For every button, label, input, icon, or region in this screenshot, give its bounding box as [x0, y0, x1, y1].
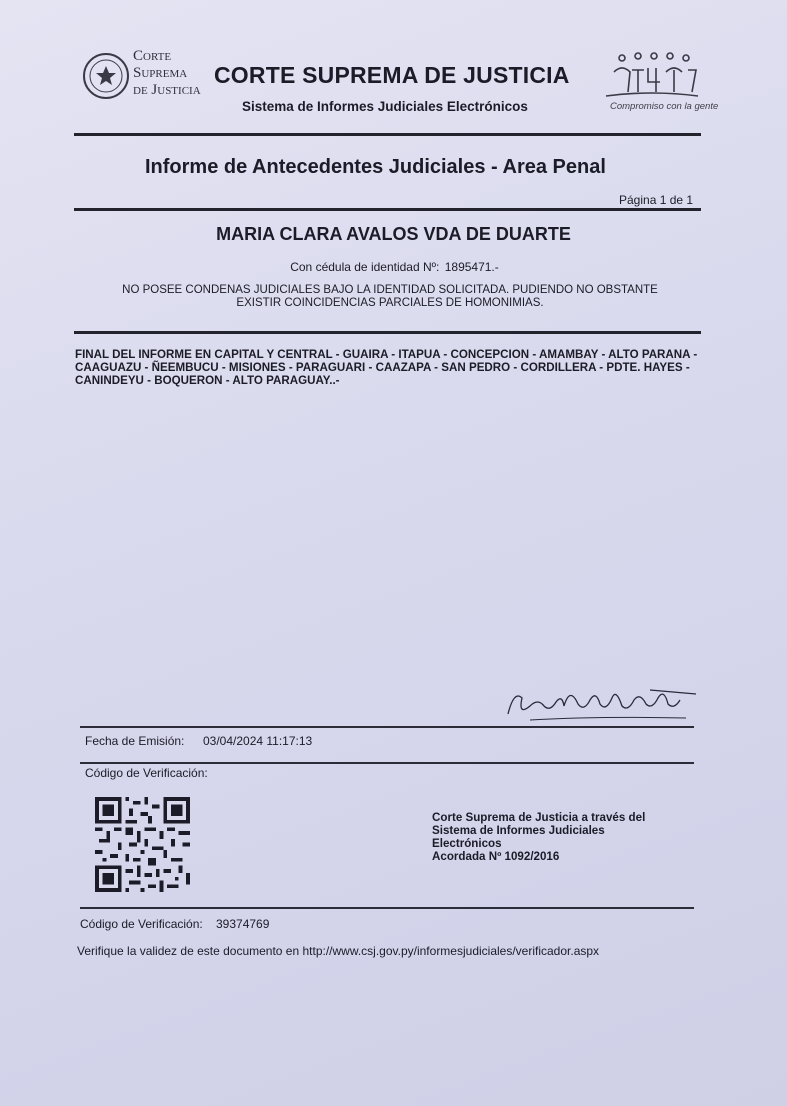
person-name: MARIA CLARA AVALOS VDA DE DUARTE [216, 224, 571, 244]
authority-line: Electrónicos [432, 837, 502, 850]
header-subtitle: Sistema de Informes Judiciales Electrónicos [242, 99, 528, 114]
people-logo-icon [602, 52, 702, 102]
divider [74, 208, 701, 211]
divider [74, 133, 701, 136]
institution-wordmark [133, 48, 201, 99]
court-seal-icon [82, 42, 130, 110]
authority-line: Sistema de Informes Judiciales [432, 824, 605, 837]
report-title: Informe de Antecedentes Judiciales - Area Penal [145, 156, 606, 178]
id-label: Con cédula de identidad Nº: [290, 260, 440, 274]
divider [74, 331, 701, 334]
header-title: CORTE SUPREMA DE JUSTICIA [214, 62, 570, 88]
qr-code-icon [95, 797, 190, 892]
authority-line: Corte Suprema de Justicia a través del [432, 811, 646, 824]
verification-code-value: 39374769 [216, 917, 270, 931]
verification-url-text: Verifique la validez de este documento en http://www.csj.gov.py/informesjudiciales/verificador.aspx [77, 944, 600, 958]
page-number: Página 1 de 1 [619, 193, 694, 207]
regions-text: FINAL DEL INFORME EN CAPITAL Y CENTRAL - GUAIRA - ITAPUA - CONCEPCION - AMAMBAY - ALTO PARANA - CAAGUAZU - ÑEEMBUCU - MISIONES - PARAGUARI - CAAZAPA - SAN PEDRO - CORDILLERA - PDTE. HAYES - CANINDEYU - BOQUERON - ALTO PARAGUAY..- [75, 348, 698, 387]
issue-date-value: 03/04/2024 11:17:13 [203, 734, 313, 748]
result-text: NO POSEE CONDENAS JUDICIALES BAJO LA IDENTIDAD SOLICITADA. PUDIENDO NO OBSTANTE EXISTIR COINCIDENCIAS PARCIALES DE HOMONIMIAS. [122, 284, 658, 309]
verification-code-label: Código de Verificación: [80, 917, 203, 931]
wordmark-line: Corte [133, 48, 172, 64]
authority-line: Acordada Nº 1092/2016 [432, 850, 560, 863]
slogan: Compromiso con la gente [610, 101, 719, 112]
handwritten-signature [500, 676, 700, 726]
divider [80, 762, 694, 764]
issuing-authority [432, 811, 645, 863]
verification-label: Código de Verificación: [85, 766, 208, 780]
divider [80, 907, 694, 909]
issue-date-label: Fecha de Emisión: [85, 734, 185, 748]
id-number: 1895471.- [444, 260, 499, 274]
wordmark-line: Suprema [133, 65, 188, 81]
divider [80, 726, 694, 728]
id-line [0, 260, 787, 274]
wordmark-line: de Justicia [133, 82, 201, 98]
